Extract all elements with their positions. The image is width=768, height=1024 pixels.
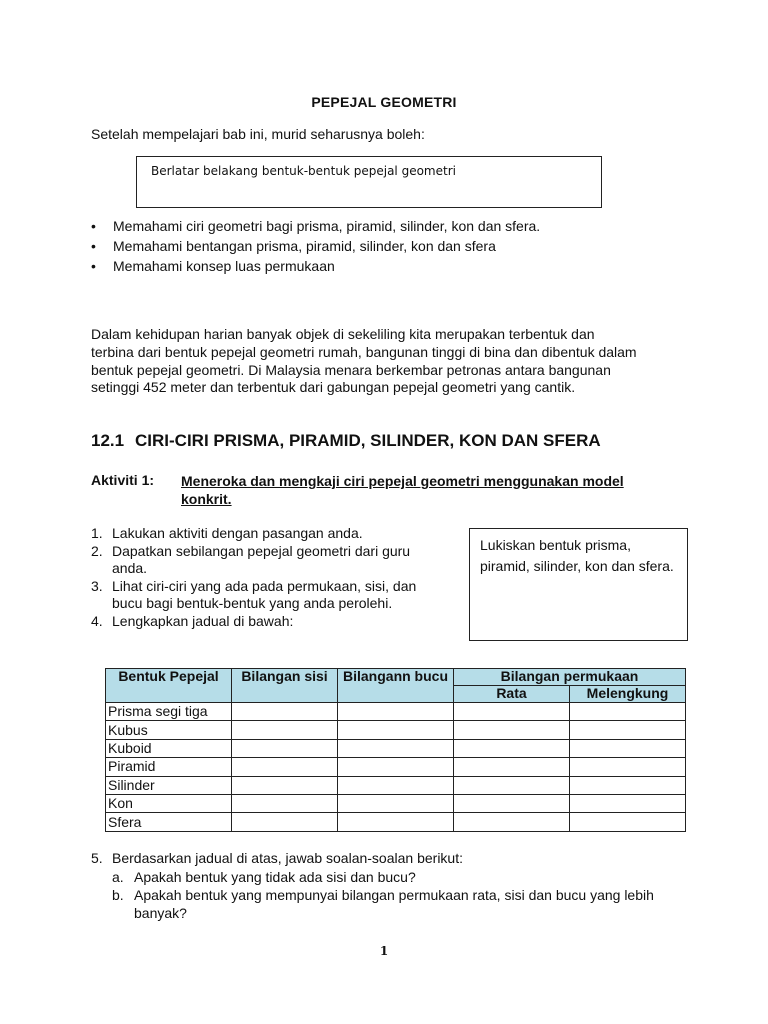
answer-cell[interactable]	[570, 721, 686, 739]
drawing-instruction: Lukiskan bentuk prisma, piramid, silinder, kon dan sfera.	[480, 537, 674, 574]
section-title: CIRI-CIRI PRISMA, PIRAMID, SILINDER, KON DAN SFERA	[135, 431, 601, 450]
answer-cell[interactable]	[232, 794, 338, 812]
step-number: 1.	[91, 525, 103, 541]
shape-cell: Kuboid	[106, 739, 232, 757]
answer-cell[interactable]	[232, 739, 338, 757]
page-number: 1	[379, 944, 389, 958]
answer-cell[interactable]	[232, 703, 338, 721]
list-item	[91, 543, 431, 578]
answer-cell[interactable]	[338, 703, 454, 721]
shape-cell: Piramid	[106, 758, 232, 776]
header-flat: Rata	[454, 686, 570, 703]
table-row	[106, 703, 686, 721]
list-item	[91, 525, 431, 543]
answer-cell[interactable]	[338, 721, 454, 739]
shape-cell: Silinder	[106, 776, 232, 794]
intro-paragraph	[91, 326, 691, 397]
activity-title-line: Meneroka dan mengkaji ciri pepejal geometri menggunakan model	[181, 473, 624, 489]
answer-cell[interactable]	[570, 813, 686, 831]
answer-cell[interactable]	[454, 758, 570, 776]
activity-title	[181, 472, 671, 508]
answer-cell[interactable]	[338, 739, 454, 757]
page-title: PEPEJAL GEOMETRI	[311, 94, 457, 110]
shape-cell: Prisma segi tiga	[106, 703, 232, 721]
intro-text: Setelah mempelajari bab ini, murid seharusnya boleh:	[91, 126, 425, 142]
shape-cell: Sfera	[106, 813, 232, 831]
activity-label: Aktiviti 1:	[91, 472, 155, 488]
sub-question-letter: b.	[112, 887, 124, 903]
answer-cell[interactable]	[232, 813, 338, 831]
sub-question-b	[112, 886, 672, 922]
shapes-table	[105, 668, 686, 832]
sub-question-letter: a.	[112, 869, 124, 885]
paragraph-line: setinggi 452 meter dan terbentuk dari gabungan pepejal geometri yang cantik.	[91, 379, 576, 396]
paragraph-line: terbina dari bentuk pepejal geometri rumah, bangunan tinggi di bina dan dibentuk dalam	[91, 343, 637, 360]
objective-text: Berlatar belakang bentuk-bentuk pepejal geometri	[151, 164, 456, 178]
list-item: • Memahami ciri geometri bagi prisma, piramid, silinder, kon dan sfera.	[91, 216, 540, 236]
shape-cell: Kubus	[106, 721, 232, 739]
step-text: Lakukan aktiviti dengan pasangan anda.	[112, 525, 363, 541]
table-row	[106, 794, 686, 812]
header-faces: Bilangan permukaan	[454, 669, 686, 686]
answer-cell[interactable]	[570, 776, 686, 794]
objectives-list	[91, 216, 540, 276]
answer-cell[interactable]	[232, 776, 338, 794]
answer-cell[interactable]	[454, 813, 570, 831]
sub-question-a	[112, 868, 672, 886]
objective-box	[136, 156, 602, 208]
answer-cell[interactable]	[454, 739, 570, 757]
answer-cell[interactable]	[570, 703, 686, 721]
step-text: Dapatkan sebilangan pepejal geometri dari guru anda.	[112, 542, 411, 576]
sub-question-text: Apakah bentuk yang mempunyai bilangan permukaan rata, sisi dan bucu yang lebih banyak?	[134, 887, 654, 921]
answer-cell[interactable]	[454, 776, 570, 794]
step-text: Lengkapkan jadual di bawah:	[112, 612, 294, 629]
header-vertices: Bilangann bucu	[338, 669, 454, 703]
answer-cell[interactable]	[570, 794, 686, 812]
step-number: 2.	[91, 542, 103, 559]
steps-list	[91, 525, 431, 630]
paragraph-line: bentuk pepejal geometri. Di Malaysia menara berkembar petronas antara bangunan	[91, 361, 611, 378]
question-number: 5.	[91, 850, 103, 866]
answer-cell[interactable]	[338, 758, 454, 776]
header-curved: Melengkung	[570, 686, 686, 703]
header-shape: Bentuk Pepejal	[106, 669, 232, 703]
table-row	[106, 813, 686, 831]
answer-cell[interactable]	[232, 721, 338, 739]
answer-cell[interactable]	[454, 703, 570, 721]
answer-cell[interactable]	[454, 721, 570, 739]
answer-cell[interactable]	[338, 813, 454, 831]
answer-cell[interactable]	[570, 758, 686, 776]
table-row	[106, 739, 686, 757]
question-5	[91, 850, 691, 868]
drawing-box	[469, 528, 688, 641]
section-heading	[91, 431, 601, 451]
step-text: Lihat ciri-ciri yang ada pada permukaan, sisi, dan bucu bagi bentuk-bentuk yang anda perolehi.	[112, 577, 417, 611]
paragraph-line: Dalam kehidupan harian banyak objek di sekeliling kita merupakan terbentuk dan	[91, 326, 595, 342]
section-number: 12.1	[91, 431, 125, 450]
table-row	[106, 758, 686, 776]
list-item: • Memahami bentangan prisma, piramid, silinder, kon dan sfera	[91, 236, 540, 256]
answer-cell[interactable]	[570, 739, 686, 757]
shape-cell: Kon	[106, 794, 232, 812]
step-number: 3.	[91, 577, 103, 594]
table-row	[106, 776, 686, 794]
table-row	[106, 721, 686, 739]
answer-cell[interactable]	[232, 758, 338, 776]
list-item	[91, 613, 431, 631]
question-text: Berdasarkan jadual di atas, jawab soalan-soalan berikut:	[112, 850, 463, 866]
activity-title-line: konkrit.	[181, 491, 232, 507]
list-item: • Memahami konsep luas permukaan	[91, 256, 540, 276]
answer-cell[interactable]	[338, 794, 454, 812]
step-number: 4.	[91, 612, 103, 629]
list-item	[91, 578, 431, 613]
sub-question-text: Apakah bentuk yang tidak ada sisi dan bucu?	[134, 869, 416, 885]
answer-cell[interactable]	[338, 776, 454, 794]
answer-cell[interactable]	[454, 794, 570, 812]
header-sides: Bilangan sisi	[232, 669, 338, 703]
